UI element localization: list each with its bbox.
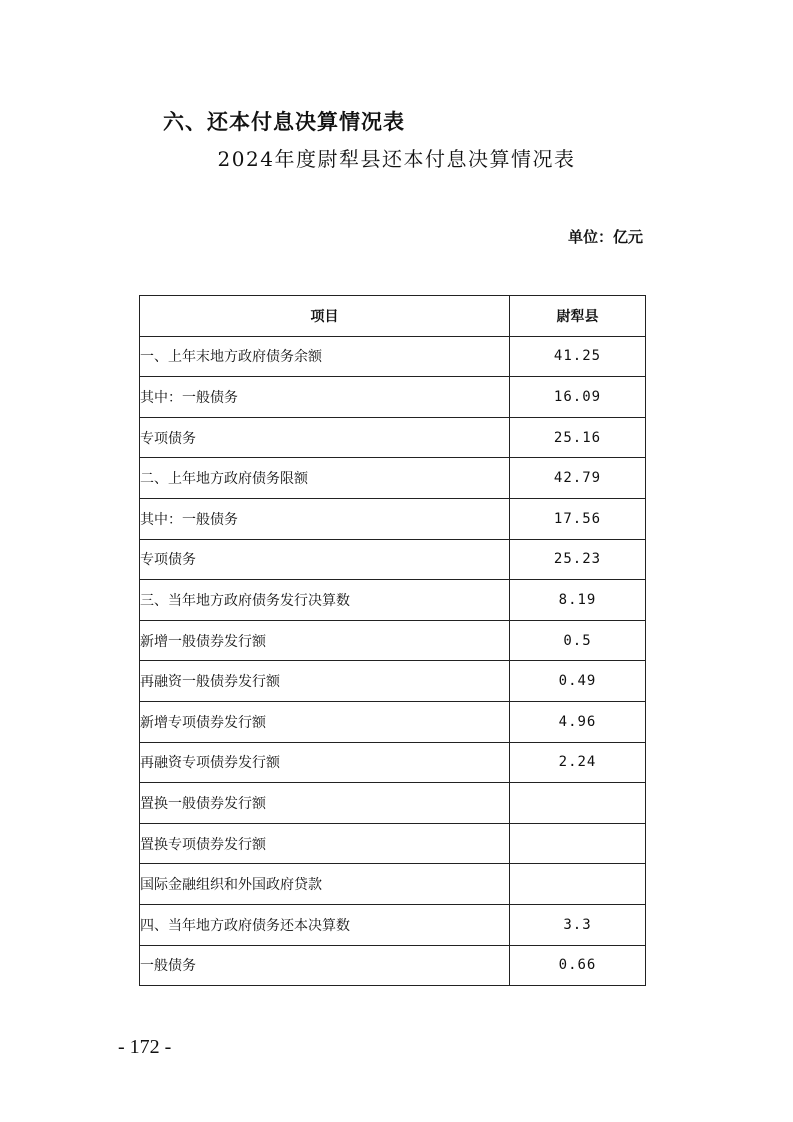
unit-label: 单位：亿元 <box>567 228 643 246</box>
row-item: 新增专项债券发行额 <box>140 701 510 742</box>
row-value: 2.24 <box>510 742 646 783</box>
row-value: 16.09 <box>510 377 646 418</box>
row-value: 3.3 <box>510 904 646 945</box>
row-value: 25.16 <box>510 417 646 458</box>
row-item: 二、上年地方政府债务限额 <box>140 458 510 499</box>
row-item: 其中：一般债务 <box>140 377 510 418</box>
row-value: 8.19 <box>510 580 646 621</box>
row-value <box>510 783 646 824</box>
table-row <box>140 823 646 864</box>
row-item: 国际金融组织和外国政府贷款 <box>140 864 510 905</box>
row-item: 一般债务 <box>140 945 510 986</box>
header-item: 项目 <box>140 296 510 337</box>
row-value: 17.56 <box>510 498 646 539</box>
section-heading: 六、还本付息决算情况表 <box>163 110 405 134</box>
row-value: 0.66 <box>510 945 646 986</box>
row-item: 四、当年地方政府债务还本决算数 <box>140 904 510 945</box>
table-row <box>140 904 646 945</box>
row-value <box>510 864 646 905</box>
row-item: 专项债务 <box>140 417 510 458</box>
row-value: 0.5 <box>510 620 646 661</box>
row-item: 再融资一般债券发行额 <box>140 661 510 702</box>
row-value: 41.25 <box>510 336 646 377</box>
row-value: 4.96 <box>510 701 646 742</box>
table-row <box>140 377 646 418</box>
row-value: 42.79 <box>510 458 646 499</box>
row-item: 一、上年末地方政府债务余额 <box>140 336 510 377</box>
row-item: 置换专项债券发行额 <box>140 823 510 864</box>
table-row <box>140 580 646 621</box>
row-value: 0.49 <box>510 661 646 702</box>
table-row <box>140 498 646 539</box>
table-header-row <box>140 296 646 337</box>
page-number: - 172 - <box>118 1036 172 1058</box>
table-row <box>140 336 646 377</box>
table-row <box>140 783 646 824</box>
row-item: 专项债务 <box>140 539 510 580</box>
row-item: 新增一般债券发行额 <box>140 620 510 661</box>
table-row <box>140 945 646 986</box>
table-row <box>140 417 646 458</box>
table-row <box>140 864 646 905</box>
row-item: 置换一般债券发行额 <box>140 783 510 824</box>
table-row <box>140 661 646 702</box>
row-item: 再融资专项债券发行额 <box>140 742 510 783</box>
table-row <box>140 701 646 742</box>
row-value: 25.23 <box>510 539 646 580</box>
document-title: 2024年度尉犁县还本付息决算情况表 <box>217 147 576 171</box>
debt-repayment-table <box>139 295 646 986</box>
row-item: 三、当年地方政府债务发行决算数 <box>140 580 510 621</box>
header-county: 尉犁县 <box>510 296 646 337</box>
row-value <box>510 823 646 864</box>
table-row <box>140 742 646 783</box>
row-item: 其中：一般债务 <box>140 498 510 539</box>
table-row <box>140 458 646 499</box>
table-row <box>140 539 646 580</box>
table-row <box>140 620 646 661</box>
